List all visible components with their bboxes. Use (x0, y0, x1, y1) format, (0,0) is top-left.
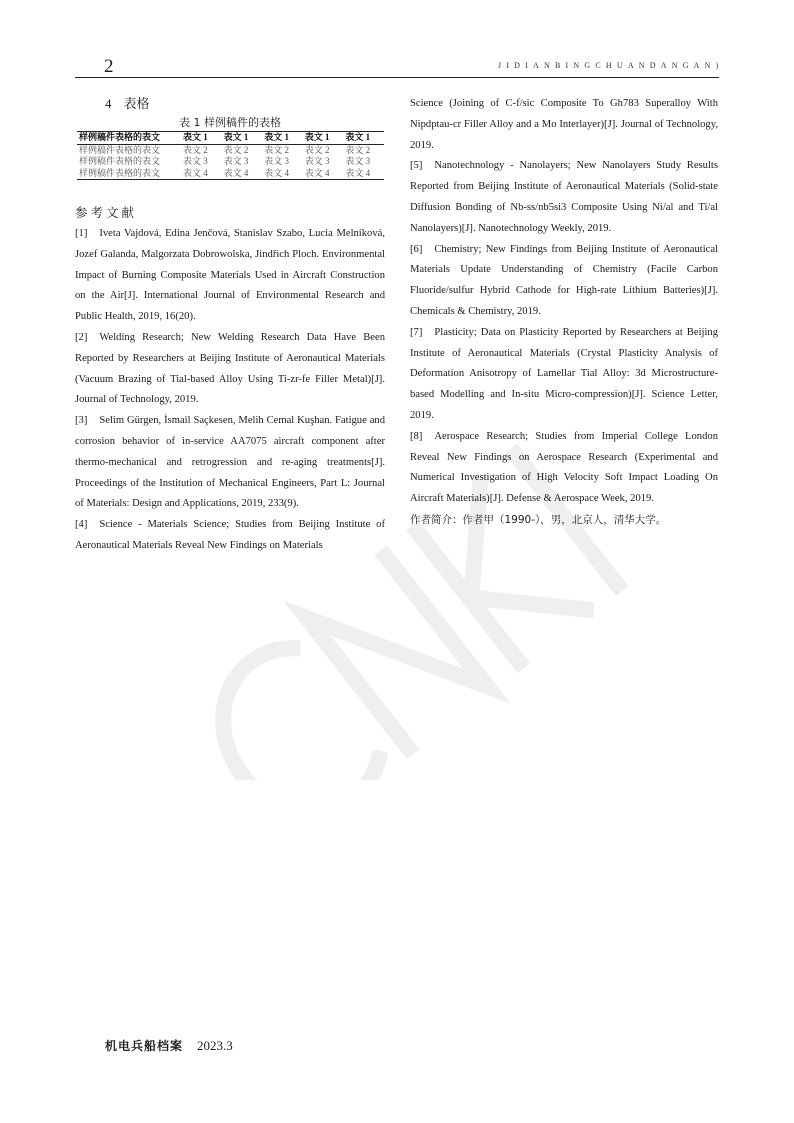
reference-number: [2] (75, 331, 88, 343)
reference-number: [8] (410, 430, 423, 442)
table-cell: 表文 3 (304, 156, 330, 166)
table-cell: 表文 3 (264, 156, 289, 166)
reference-number: [3] (75, 415, 88, 427)
reference-text: Chemistry; New Findings from Beijing Institute of Aeronautical Materials Update Understanding of Chemistry (Facile Carbon Fluoride/sulfur Hybrid Cathode for High-rate Lithium Batteries)[J]. Chemicals & Chemistry, 2019. (410, 243, 718, 317)
header-cell: 表文 1 (343, 132, 384, 145)
reference-number: [1] (75, 228, 88, 239)
table-cell: 样例稿件表格的表文 (77, 168, 181, 180)
table-row (77, 144, 384, 156)
header-cell: 表文 1 (303, 132, 344, 145)
table-cell: 表文 3 (223, 156, 249, 166)
sample-table (77, 131, 384, 180)
watermark-letter-n (307, 556, 487, 748)
page-footer (105, 1037, 233, 1054)
reference-text: Selim Gürgen, İsmail Saçkesen, Melih Cemal Kuşhan. Fatigue and corrosion behavior of in-service AA7075 aircraft component after thermo-mechanical and retrogression and re-aging treatments[J]. Proceedings of the Institution of Mechanical Engineers, Part L: Journal of Materials: Design and Applications, 2019, 233(9). (75, 415, 385, 510)
table-cell: 表文 2 (304, 144, 330, 155)
table-row (77, 168, 384, 180)
table-cell: 表文 4 (262, 168, 303, 180)
reference-number: [6] (410, 243, 423, 255)
journal-name: 机电兵船档案 (105, 1039, 184, 1053)
reference-number: [7] (410, 326, 423, 338)
reference-item (410, 156, 718, 239)
issue-number: 2023.3 (197, 1038, 233, 1053)
header-cell: 表文 1 (262, 132, 303, 145)
reference-item (410, 240, 718, 323)
reference-item (410, 323, 718, 427)
reference-text: Welding Research; New Welding Research Data Have Been Reported by Researchers at Beijing Institute of Aeronautical Materials (Vacuum Brazing of Tial-based Alloy Using Ti-zr-fe Filler Metal)[J]. Journal of Technology, 2019. (75, 331, 385, 406)
watermark-letter-c (191, 637, 388, 780)
reference-number: [5] (410, 160, 423, 172)
reference-item-continued: Science (Joining of C-f/sic Composite To Gh783 Superalloy With Nipdptau-cr Filler Alloy and a Mo Interlayer)[J]. Journal of Technology, 2019. (410, 98, 718, 151)
table-header-row (77, 132, 384, 145)
table-caption: 表 1 样例稿件的表格 (179, 116, 281, 129)
table-cell: 表文 2 (183, 144, 208, 155)
reference-text: Nanotechnology - Nanolayers; New Nanolayers Study Results Reported from Beijing Institute of Aeronautical Materials (Solid-state Diffusion Bonding of Nb-ss/nb5si3 Composite Using Ni/al and Ti/al Nanolayers)[J]. Nanotechnology Weekly, 2019. (410, 160, 718, 234)
reference-item (75, 515, 385, 557)
section-number: 4 (105, 96, 112, 111)
header-cell: 样例稿件表格的表文 (77, 132, 181, 145)
table-cell: 表文 2 (264, 144, 289, 155)
running-title: JIDIANBINGCHUANDANGAN) (498, 61, 724, 70)
reference-item (410, 427, 718, 510)
left-column (75, 94, 385, 557)
right-column (410, 94, 718, 531)
table-row (77, 156, 384, 168)
table-cell: 表文 2 (345, 144, 371, 155)
table-cell: 表文 4 (181, 168, 222, 180)
table-cell: 表文 4 (343, 168, 384, 180)
reference-text: Science - Materials Science; Studies from Beijing Institute of Aeronautical Materials Reveal New Findings on Materials (75, 519, 385, 551)
reference-text: Aerospace Research; Studies from Imperial College London Reveal New Findings on Aerospace Research (Experimental and Numerical Investigation of High Velocity Soft Impact Loading On Aircraft Materials)[J]. Defense & Aerospace Week, 2019. (410, 430, 718, 505)
table-cell: 表文 3 (345, 156, 371, 166)
header-rule (75, 77, 719, 78)
reference-text: Iveta Vajdová, Edina Jenčová, Stanislav Szabo, Lucia Melníková, Jozef Galanda, Malgorzata Dobrowolska, Jindřich Ploch. Environmental Impact of Burning Composite Materials Used in Aircraft Construction on the Air[J]. International Journal of Environmental Research and Public Health, 2019, 16(20). (75, 228, 385, 323)
reference-item (75, 224, 385, 328)
section-title: 表格 (123, 97, 150, 112)
references-heading: 参考文献 (75, 205, 138, 220)
header-cell: 表文 1 (181, 132, 222, 145)
table-cell: 样例稿件表格的表文 (79, 144, 161, 155)
table-cell: 表文 2 (223, 144, 249, 155)
table-cell: 表文 3 (183, 156, 208, 166)
reference-item (75, 328, 385, 411)
table-cell: 样例稿件表格的表文 (79, 156, 161, 166)
page-number: 2 (104, 56, 114, 77)
header-cell: 表文 1 (222, 132, 263, 145)
reference-item (75, 411, 385, 515)
author-bio: 作者简介：作者甲（1990-），男，北京人，清华大学。 (410, 513, 667, 526)
table-cell: 表文 4 (303, 168, 344, 180)
reference-number: [4] (75, 519, 88, 531)
reference-text: Plasticity; Data on Plasticity Reported by Researchers at Beijing Institute of Aeronautical Materials (Crystal Plasticity Analysis of Deformation Anisotropy of Lamellar Tial Alloy: 3d Microstructure-based Modelling and In-situ Micro-compression)[J]. Science Letter, 2019. (410, 326, 718, 421)
section-heading (105, 94, 385, 115)
table-cell: 表文 4 (222, 168, 263, 180)
